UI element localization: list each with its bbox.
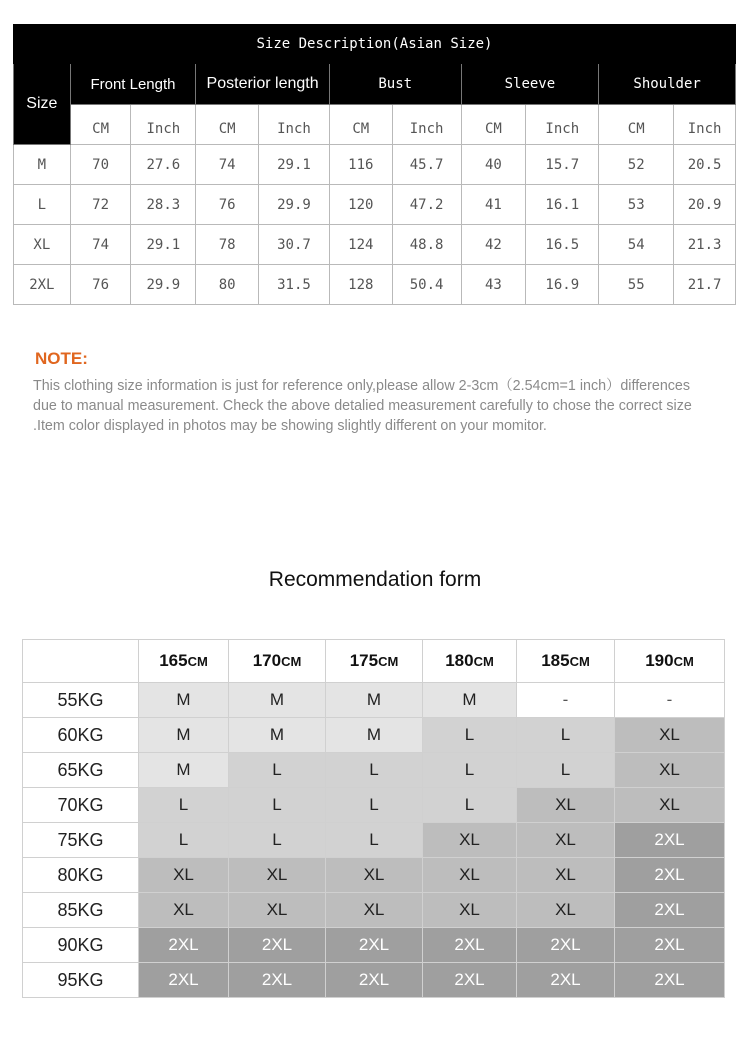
size-recommendation-cell: L [139,788,228,822]
table-cell: 116 [329,145,392,185]
height-value: 185 [541,651,570,670]
size-recommendation-cell: XL [423,893,516,927]
size-recommendation-cell: 2XL [326,928,422,962]
note-title: NOTE: [35,349,88,368]
table-cell: 29.9 [131,265,196,305]
table-cell: 20.5 [674,145,736,185]
table-cell: 16.5 [526,225,599,265]
size-row-2xl [14,265,736,305]
table-cell: 16.9 [526,265,599,305]
table-cell: 45.7 [392,145,461,185]
weight-label: 75KG [23,823,138,857]
height-unit: CM [473,654,494,669]
size-recommendation-cell: L [229,753,325,787]
note-line: .Item color displayed in photos may be showing slightly different on your momitor. [33,418,547,434]
size-column-header: Size [14,64,71,145]
weight-label: 90KG [23,928,138,962]
weight-label: 95KG [23,963,138,997]
height-unit: CM [281,654,302,669]
note-line: This clothing size information is just for reference only,please allow 2-3cm（2.54cm=1 inch）differences [33,378,691,394]
note-text [33,376,692,436]
height-header-row [23,640,724,682]
height-value: 175 [349,651,379,670]
unit-cell: Inch [131,105,196,145]
size-recommendation-cell: 2XL [229,928,325,962]
size-recommendation-cell: XL [423,858,516,892]
height-value: 170 [252,651,282,670]
table-cell: 124 [329,225,392,265]
table-cell: 40 [461,145,526,185]
size-recommendation-cell: L [423,753,516,787]
size-description-table [13,24,736,305]
table-cell: 47.2 [392,185,461,225]
recommendation-table [22,639,725,998]
recommendation-title: Recommendation form [268,568,482,591]
size-recommendation-cell: 2XL [423,963,516,997]
weight-label: 80KG [23,858,138,892]
height-header [423,640,516,682]
size-recommendation-cell: - [517,683,614,717]
size-recommendation-cell: M [229,683,325,717]
note-line: due to manual measurement. Check the above detalied measurement carefully to chose the correct size [33,398,692,414]
height-header [326,640,422,682]
posterior-length-header: Posterior length [196,64,330,105]
table-cell: 2XL [14,265,71,305]
size-recommendation-cell: L [229,788,325,822]
size-recommendation-cell: XL [517,823,614,857]
height-unit: CM [569,654,590,669]
weight-row [23,718,724,752]
size-recommendation-cell: 2XL [517,928,614,962]
weight-label: 65KG [23,753,138,787]
table-cell: XL [14,225,71,265]
size-recommendation-cell: XL [615,788,724,822]
size-recommendation-cell: M [139,718,228,752]
size-recommendation-cell: M [423,683,516,717]
size-recommendation-cell: M [139,753,228,787]
table-cell: 74 [196,145,259,185]
table-cell: 128 [329,265,392,305]
size-recommendation-cell: L [423,718,516,752]
height-header [615,640,724,682]
weight-label: 60KG [23,718,138,752]
unit-cell: Inch [526,105,599,145]
size-row-l [14,185,736,225]
table-cell: 74 [70,225,131,265]
size-recommendation-cell: 2XL [615,928,724,962]
table-cell: 54 [599,225,674,265]
size-recommendation-cell: 2XL [139,963,228,997]
height-value: 180 [445,651,474,670]
weight-row [23,753,724,787]
size-recommendation-cell: XL [615,753,724,787]
size-recommendation-cell: L [517,718,614,752]
size-recommendation-cell: M [229,718,325,752]
table-cell: 30.7 [259,225,330,265]
size-recommendation-cell: XL [517,893,614,927]
size-recommendation-cell: 2XL [615,893,724,927]
table-cell: 42 [461,225,526,265]
size-recommendation-cell: M [326,718,422,752]
height-unit: CM [187,654,208,669]
weight-row [23,683,724,717]
table-cell: 31.5 [259,265,330,305]
unit-cell: CM [196,105,259,145]
table-cell: 43 [461,265,526,305]
table-cell: 29.9 [259,185,330,225]
table-cell: 80 [196,265,259,305]
size-recommendation-cell: L [229,823,325,857]
table-cell: 70 [70,145,131,185]
sleeve-header: Sleeve [461,64,599,105]
height-value: 165 [159,651,188,670]
height-value: 190 [645,651,674,670]
unit-cell: CM [599,105,674,145]
table-cell: 78 [196,225,259,265]
weight-label: 55KG [23,683,138,717]
size-recommendation-cell: 2XL [139,928,228,962]
table-cell: 21.7 [674,265,736,305]
size-recommendation-cell: XL [615,718,724,752]
table-cell: 72 [70,185,131,225]
height-header [517,640,614,682]
unit-row [14,105,736,145]
table-cell: 28.3 [131,185,196,225]
size-recommendation-cell: 2XL [615,963,724,997]
size-recommendation-cell: XL [229,893,325,927]
size-recommendation-cell: M [326,683,422,717]
table-cell: 16.1 [526,185,599,225]
unit-cell: CM [461,105,526,145]
height-header [229,640,325,682]
weight-row [23,858,724,892]
size-recommendation-cell: 2XL [615,823,724,857]
size-row-m [14,145,736,185]
table-cell: 50.4 [392,265,461,305]
table-cell: 120 [329,185,392,225]
size-recommendation-cell: L [326,788,422,822]
size-recommendation-cell: XL [326,858,422,892]
size-recommendation-cell: XL [229,858,325,892]
unit-cell: CM [329,105,392,145]
size-recommendation-cell: L [326,753,422,787]
size-recommendation-cell: 2XL [615,858,724,892]
height-unit: CM [378,654,399,669]
shoulder-header: Shoulder [599,64,736,105]
corner-cell [23,640,138,682]
size-recommendation-cell: 2XL [229,963,325,997]
table-cell: 48.8 [392,225,461,265]
size-recommendation-cell: - [615,683,724,717]
size-recommendation-cell: L [423,788,516,822]
size-row-xl [14,225,736,265]
weight-label: 85KG [23,893,138,927]
table-cell: 41 [461,185,526,225]
weight-row [23,893,724,927]
size-recommendation-cell: XL [139,858,228,892]
height-header [139,640,228,682]
table-cell: M [14,145,71,185]
table-cell: 15.7 [526,145,599,185]
height-unit: CM [673,654,694,669]
table-cell: 27.6 [131,145,196,185]
table-cell: 21.3 [674,225,736,265]
weight-label: 70KG [23,788,138,822]
table-cell: 20.9 [674,185,736,225]
table-cell: 29.1 [131,225,196,265]
table-cell: 76 [70,265,131,305]
unit-cell: CM [70,105,131,145]
size-recommendation-cell: XL [139,893,228,927]
unit-cell: Inch [259,105,330,145]
size-recommendation-cell: L [517,753,614,787]
table-cell: 55 [599,265,674,305]
size-recommendation-cell: 2XL [423,928,516,962]
size-table-title: Size Description(Asian Size) [14,25,736,64]
table-cell: 76 [196,185,259,225]
size-recommendation-cell: M [139,683,228,717]
weight-row [23,963,724,997]
table-cell: 29.1 [259,145,330,185]
size-recommendation-cell: XL [423,823,516,857]
size-recommendation-cell: XL [326,893,422,927]
size-recommendation-cell: L [326,823,422,857]
size-recommendation-cell: L [139,823,228,857]
size-recommendation-cell: XL [517,858,614,892]
weight-row [23,823,724,857]
table-cell: 52 [599,145,674,185]
unit-cell: Inch [392,105,461,145]
bust-header: Bust [329,64,461,105]
size-recommendation-cell: 2XL [326,963,422,997]
unit-cell: Inch [674,105,736,145]
table-cell: 53 [599,185,674,225]
size-recommendation-cell: 2XL [517,963,614,997]
front-length-header: Front Length [70,64,196,105]
size-recommendation-cell: XL [517,788,614,822]
table-cell: L [14,185,71,225]
weight-row [23,928,724,962]
weight-row [23,788,724,822]
